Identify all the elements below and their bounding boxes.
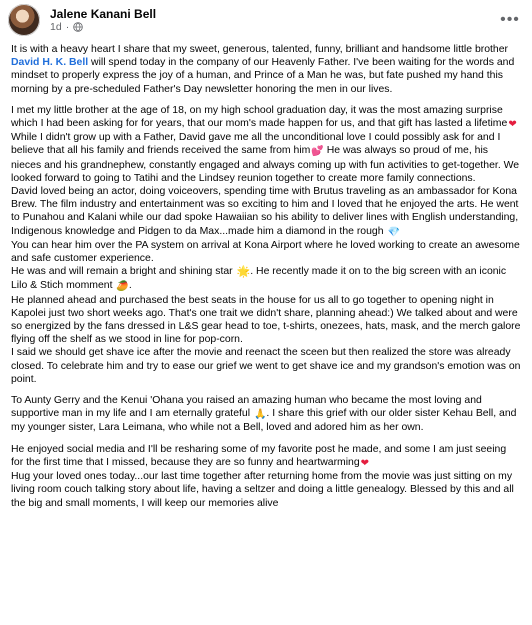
separator-dot: · [65,20,70,33]
paragraph-gap [11,435,521,443]
paragraph-gap [11,96,521,104]
diamond-emoji-icon: 💎 [387,226,400,238]
paragraph-1-before: It is with a heavy heart I share that my sweet, generous, talented, funny, brilliant and handsome little brother [11,44,509,55]
praying-hands-emoji-icon: 🙏 [253,409,267,421]
paragraph-2a: I met my little brother at the age of 18, on my high school graduation day, it was the most amazing surprise which I had been asking for for years, that our mom's made happen for us, and that gift has lasted a lifetime [11,104,508,130]
paragraph-3a: To Aunty Gerry and the Kenui 'Ohana you raised an amazing human who became the most loving and supportive man in my life and I am eternally grateful [11,395,482,420]
author-meta [50,7,156,34]
tagged-person-link[interactable]: David H. K. Bell [11,57,89,69]
paragraph-2: I met my little brother at the age of 18, on my high school graduation day, it was the most amazing surprise which I had been asking for for years, that our mom's made happen for us, and that gift has lasted a lifetime❤ While I didn't grow up with a Father, David gave me all the unconditional love I could possibly ask for and I believe that all his family and friends received the same from him💕 He was always so proud of me, his nieces and his grandnephew, constantly engaged and always coming up with fun activities to get-together. We looked forward to going to Tatihi and the Lindsey reunion together to create more family connections. David loved being an actor, doing voiceovers, spending time with Brutus traveling as an ambassador for Kona Brew. The film industry and entertainment was so exciting to him and I loved that he enjoyed the arts. He went to Punahou and Kalani while our dad spoke Hawaiian so his ability to deliver lines with English understanding, Indigenous knowledge and Pidgen to da Max...made him a diamond in the rough 💎 You can hear him over the PA system on arrival at Kona Airport where he loved working to create an awesome and safe customer experience. He was and will remain a bright and shining star 🌟. He recently made it on to the big screen with an iconic Lilo & Stich momment 🥭. He planned ahead and purchased the best seats in the house for us all to go together to opening night in Kapolei just two short weeks ago. That's one trait we didn't share, planning ahead:) We talked about and were so energized by the fans dressed in L&S gear head to toe, t-shirts, onezees, hats, mask, and the merch galore flying off the shelf as we stood in line for pop-corn. I said we should get shave ice after the movie and reenact the sceen but then realized the store was already closed. To celebrate him and try to ease our grief we went to get shave ice and my grandson's emotion was on point. [11,104,521,385]
fruit-emoji-icon: 🥭 [116,281,129,293]
paragraph-4a: He enjoyed social media and I'll be resharing some of my favorite post he made, and some I am just seeing for the first time that I missed, because they are so funny and heartwarming [11,443,507,468]
paragraph-3: To Aunty Gerry and the Kenui 'Ohana you raised an amazing human who became the most loving and supportive man in my life and I am eternally grateful 🙏. I share this grief with our older sister Kehau Bell, and my younger sister, Lara Leimana, who while not a Bell, loved and adored him as her own. [11,395,517,434]
paragraph-2e-after: . He recently made it on to the big screen with an iconic Lilo & Stich momment [11,266,507,292]
post-header [8,3,156,37]
paragraph-2b: While I didn't grow up with a Father, David gave me all the unconditional love I could possibly ask for and I believe that all his family and friends received the same from him [11,132,501,157]
author-name[interactable]: Jalene Kanani Bell [50,6,157,21]
heart-emoji-icon: ❤ [360,457,370,469]
paragraph-2b-after: He was always so proud of me, his nieces and his grandnephew, constantly engaged and always coming up with fun activities to get-together. We looked forward to going to Tatihi and the Lindsey reunion together to create more family connections. [11,145,520,184]
more-options-icon[interactable]: ••• [500,11,520,28]
globe-icon[interactable] [73,22,83,32]
glowing-star-emoji-icon: 🌟 [236,266,251,279]
paragraph-2f: He planned ahead and purchased the best seats in the house for us all to go together to opening night in Kapolei just two short weeks ago. That's one trait we didn't share, planning ahead:) We talked about and were so energized by the fans dressed in L&S gear head to toe, t-shirts, onezees, hats, mask, and the merch galore flying off the shelf as we stood in line for pop-corn. [11,294,521,346]
post-time[interactable]: 1d [50,20,62,33]
paragraph-2d: You can hear him over the PA system on arrival at Kona Airport where he loved working to create an awesome and safe customer experience. [11,239,520,265]
paragraph-4 [11,443,521,510]
paragraph-4b: Hug your loved ones today...our last time together after returning home from the movie was just sitting on my living room couch talking story about life, having a seltzer and doing a little genealogy. Blessed by this and all the big and small moments, I will keep our memories alive [11,471,514,509]
paragraph-2g: I said we should get shave ice after the movie and reenact the sceen but then realized the store was already closed. To celebrate him and try to ease our grief we went to get shave ice and my grandson's emotion was on point. [11,347,521,385]
paragraph-2c: David loved being an actor, doing voiceovers, spending time with Brutus traveling as an ambassador for Kona Brew. The film industry and entertainment was so exciting to him and I loved that he enjoyed the arts. He went to Punahou and Kalani while our dad spoke Hawaiian so his ability to deliver lines with English understanding, Indigenous knowledge and Pidgen to da Max...made him a diamond in the rough [11,186,519,237]
post-body [11,43,521,510]
author-avatar[interactable] [8,4,40,36]
paragraph-gap [11,386,521,394]
post-subline [50,21,156,34]
two-hearts-emoji-icon: 💕 [311,146,324,158]
paragraph-2e: He was and will remain a bright and shining star [11,266,233,278]
heart-emoji-icon: ❤ [508,119,517,131]
paragraph-3b: I share this grief with our older sister Kehau Bell, and my younger sister, Lara Leimana, who while not a Bell, loved and adored him as her own. [11,408,517,434]
paragraph-1 [11,43,521,96]
paragraph-1-after: will spend today in the company of our Heavenly Father. I've been waiting for the words and mindset to properly express the joy of a human, and Prince of a Man he was, but fate pushed my hand this morning by a pre-scheduled Father's Day newsletter honoring the men in our lives. [11,57,515,95]
